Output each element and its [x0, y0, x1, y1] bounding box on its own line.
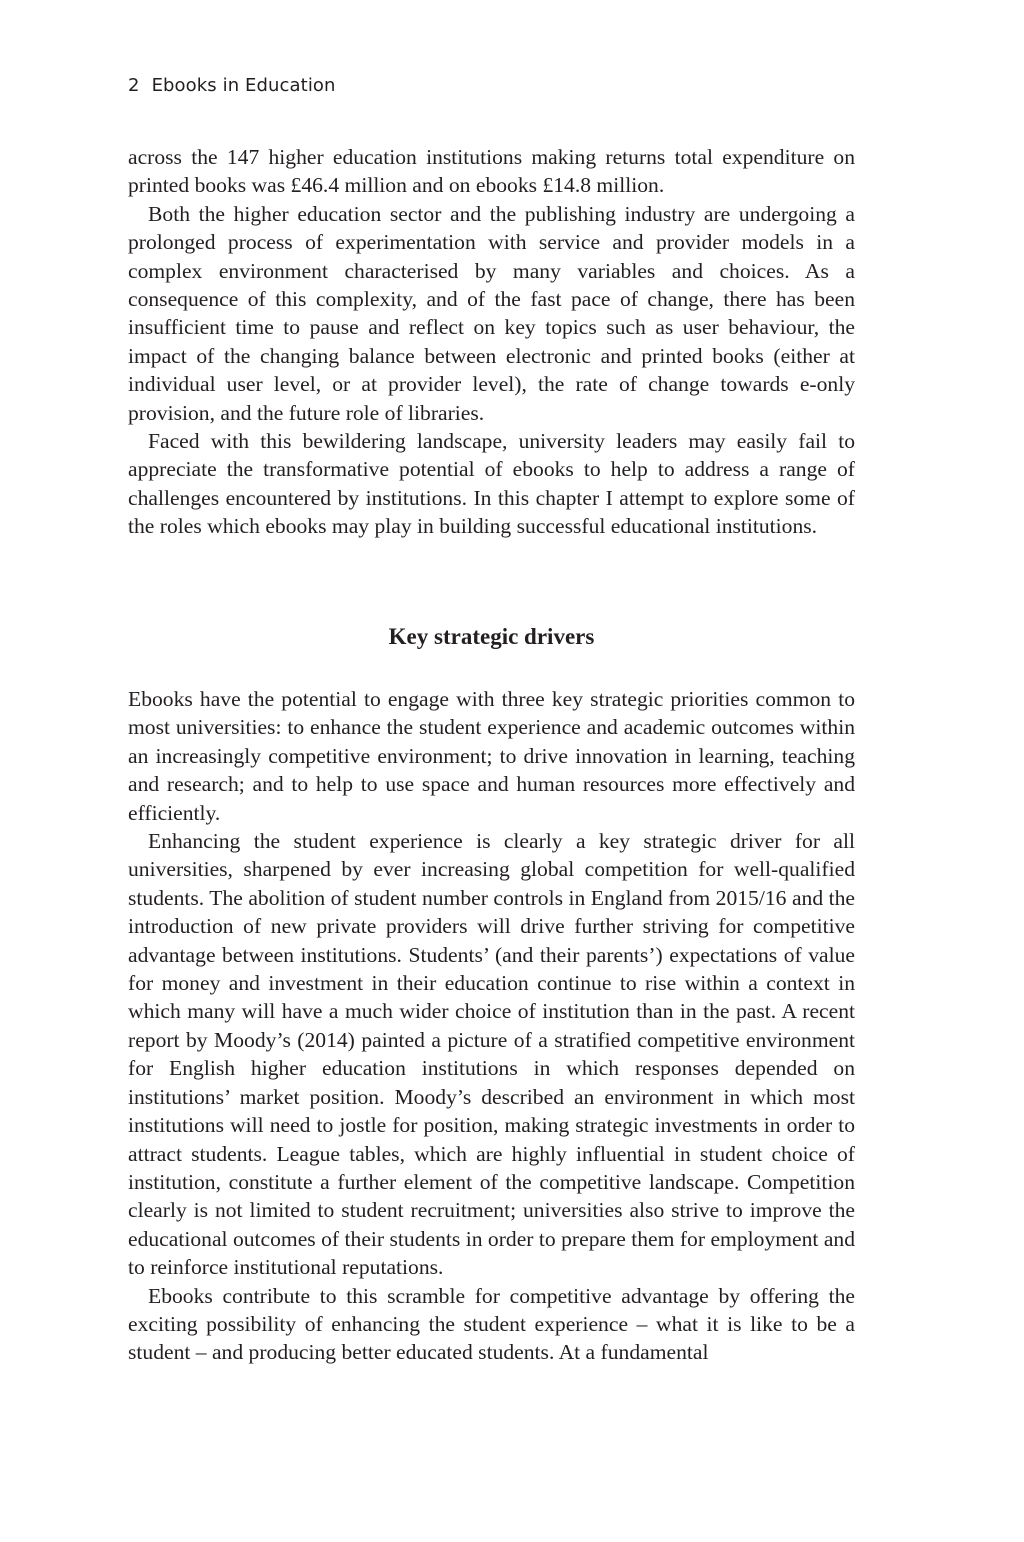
section-heading: Key strategic drivers	[388, 624, 595, 649]
page-number: 2	[128, 75, 140, 96]
paragraph: Enhancing the student experience is clearly a key strategic driver for all universities, sharpened by ever increasing global competition for well-qualified students. The abolition of student number controls in England from 2015/16 and the introduction of new private providers will drive further striving for competitive advantage between institutions. Students’ (and their parents’) expectations of value for money and investment in their education continue to rise within a context in which many will have a much wider choice of institution than in the past. A recent report by Moody’s (2014) painted a picture of a stratified competitive environment for English higher education institutions in which responses depended on institutions’ market position. Moody’s described an environment in which most institutions will need to jostle for position, making strategic investments in order to attract students. League tables, which are highly influential in student choice of institution, constitute a further element of the competitive landscape. Competition clearly is not limited to student recruitment; universities also strive to improve the educational outcomes of their students in order to prepare them for employment and to reinforce institutional reputations.	[128, 829, 855, 1280]
running-head	[128, 74, 336, 98]
paragraph: across the 147 higher education institutions making returns total expenditure on printed books was £46.4 million and on ebooks £14.8 million.	[128, 145, 855, 198]
paragraph: Ebooks have the potential to engage with three key strategic priorities common to most universities: to enhance the student experience and academic outcomes within an increasingly competitive environment; to drive innovation in learning, teaching and research; and to help to use space and human resources more effectively and efficiently.	[128, 687, 855, 825]
section-text	[128, 685, 855, 1367]
paragraph: Faced with this bewildering landscape, university leaders may easily fail to appreciate the transformative potential of ebooks to help to address a range of challenges encountered by institutions. In this chapter I attempt to explore some of the roles which ebooks may play in building successful educational institutions.	[128, 429, 855, 539]
intro-text	[128, 143, 855, 541]
paragraph: Both the higher education sector and the publishing industry are undergoing a prolonged process of experimentation with service and provider models in a complex environment characterised by many variables and choices. As a consequence of this complexity, and of the fast pace of change, there has been insufficient time to pause and reflect on key topics such as user behaviour, the impact of the changing balance between electronic and printed books (either at individual user level, or at provider level), the rate of change towards e-only provision, and the future role of libraries.	[128, 201, 855, 425]
book-title: Ebooks in Education	[151, 75, 336, 96]
paragraph: Ebooks contribute to this scramble for competitive advantage by offering the exciting possibility of enhancing the student experience – what it is like to be a student – and producing better educated students. At a fundamental	[128, 1283, 855, 1365]
